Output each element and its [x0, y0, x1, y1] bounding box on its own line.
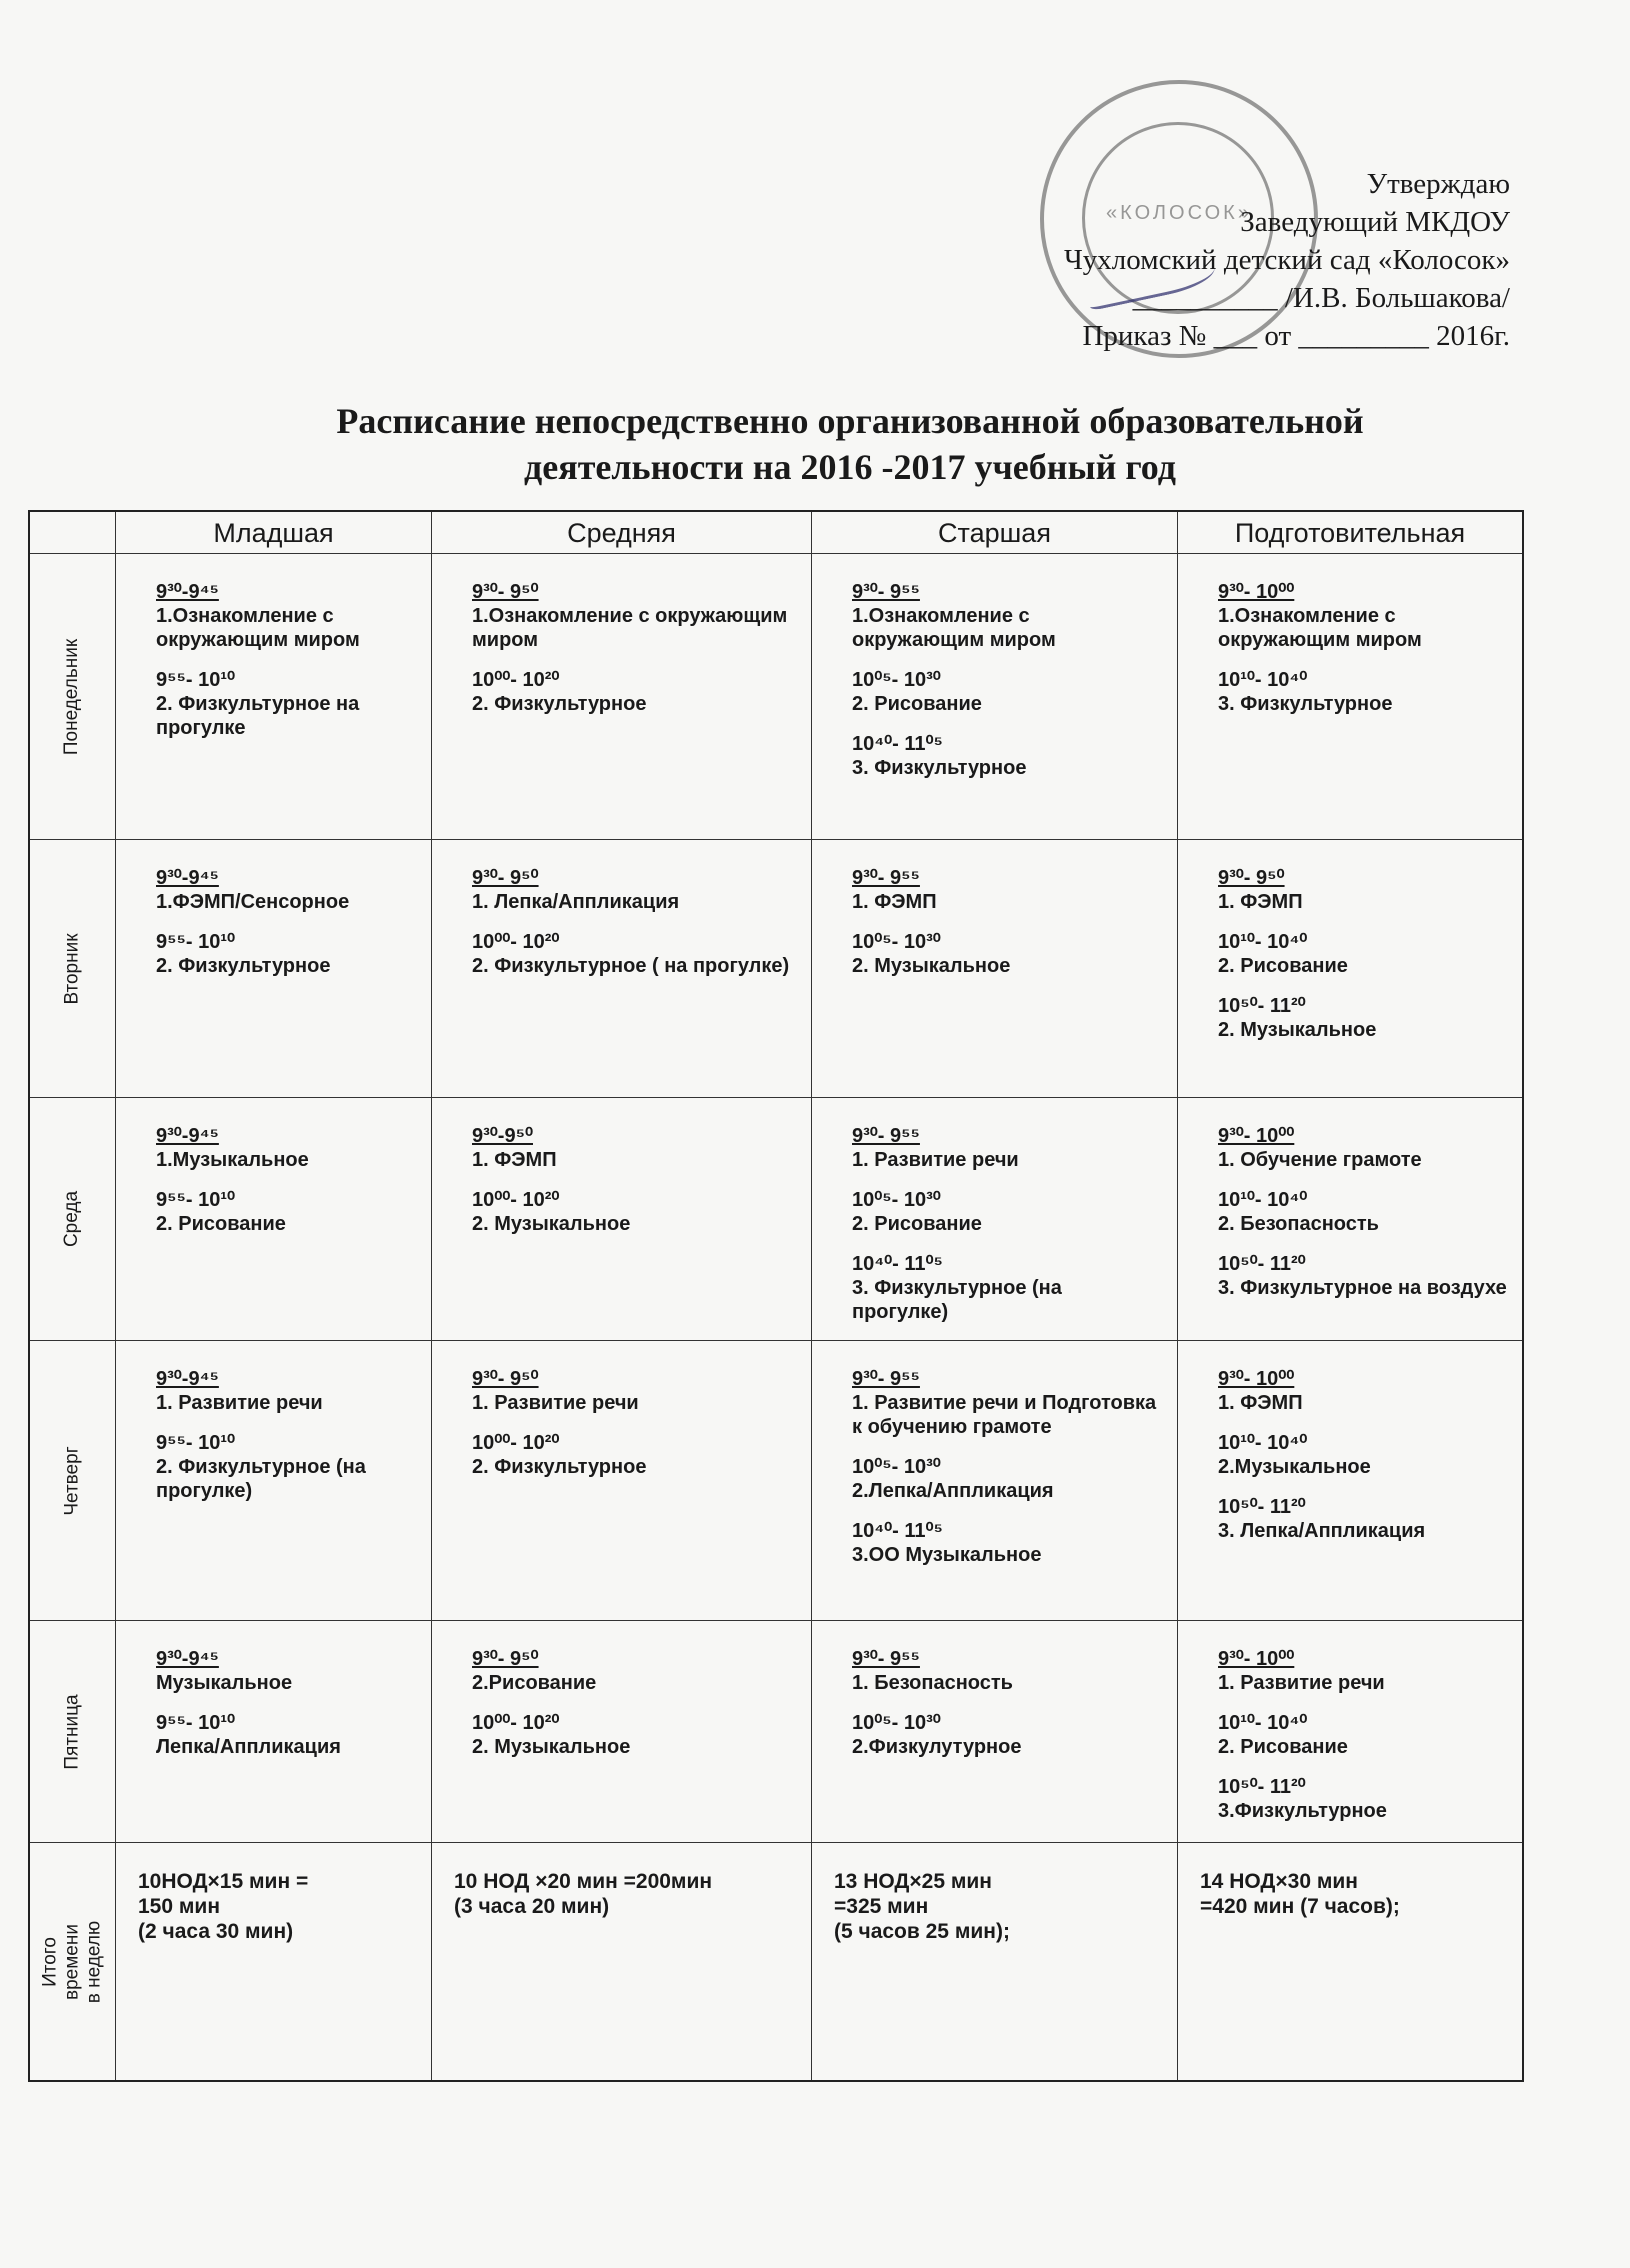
- approval-line: Утверждаю: [1366, 168, 1510, 200]
- schedule-cell: [432, 840, 812, 1098]
- activity-name: 1. ФЭМП: [1218, 1392, 1303, 1414]
- day-name: Понедельник: [61, 638, 83, 755]
- total-line: 14 НОД×30 мин: [1200, 1870, 1358, 1893]
- time-range: 9³⁰-9⁴⁵: [156, 1368, 219, 1390]
- day-label: [30, 1621, 116, 1843]
- time-range: 9³⁰- 10⁰⁰: [1218, 1648, 1295, 1670]
- total-line: (5 часов 25 мин);: [834, 1920, 1010, 1943]
- stamp-text: «КОЛОСОК»: [1106, 202, 1252, 224]
- total-cell: [812, 1843, 1178, 2080]
- time-range: 9³⁰- 9⁵⁵: [852, 1125, 920, 1147]
- activity-name: 2. Безопасность: [1218, 1213, 1379, 1235]
- activity-name: 1. Развитие речи: [1218, 1672, 1385, 1694]
- time-range: 10⁰⁵- 10³⁰: [852, 1456, 941, 1478]
- schedule-cell: [1178, 1621, 1522, 1843]
- activity-name: 1. Лепка/Аппликация: [472, 891, 680, 913]
- day-label: [30, 840, 116, 1098]
- activity-name: 2. Музыкальное: [852, 955, 1011, 977]
- day-name: Среда: [61, 1190, 83, 1248]
- time-range: 9³⁰- 9⁵⁰: [472, 581, 539, 603]
- schedule-cell: [432, 1341, 812, 1621]
- activity-name: 2. Физкультурное (на прогулке): [156, 1456, 366, 1502]
- activity-name: 1.Ознакомление с окружающим миром: [1218, 605, 1422, 651]
- schedule-cell: [1178, 1341, 1522, 1621]
- time-range: 9³⁰-9⁵⁰: [472, 1125, 533, 1147]
- time-range: 10⁴⁰- 11⁰⁵: [852, 1253, 943, 1275]
- activity-name: 2. Физкультурное: [472, 1456, 647, 1478]
- activity-name: 3. Лепка/Аппликация: [1218, 1520, 1426, 1542]
- time-range: 9³⁰-9⁴⁵: [156, 1648, 219, 1670]
- document-title: [250, 398, 1450, 490]
- time-range: 9³⁰- 10⁰⁰: [1218, 1368, 1295, 1390]
- schedule-cell: [812, 1341, 1178, 1621]
- activity-name: 2. Физкультурное ( на прогулке): [472, 955, 790, 977]
- total-cell: [116, 1843, 432, 2080]
- time-range: 9³⁰- 10⁰⁰: [1218, 581, 1295, 603]
- activity-name: 2. Физкультурное: [156, 955, 331, 977]
- activity-name: 1.Музыкальное: [156, 1149, 309, 1171]
- time-range: 9³⁰- 9⁵⁵: [852, 1368, 920, 1390]
- day-name: Пятница: [61, 1693, 83, 1770]
- activity-name: 1. ФЭМП: [852, 891, 937, 913]
- time-range: 9³⁰- 9⁵⁵: [852, 1648, 920, 1670]
- time-range: 10⁴⁰- 11⁰⁵: [852, 733, 943, 755]
- schedule-cell: [812, 1098, 1178, 1341]
- schedule-cell: [812, 840, 1178, 1098]
- activity-name: 2. Рисование: [852, 693, 982, 715]
- time-range: 9³⁰- 10⁰⁰: [1218, 1125, 1295, 1147]
- activity-name: 1. Безопасность: [852, 1672, 1013, 1694]
- time-range: 9⁵⁵- 10¹⁰: [156, 1712, 236, 1734]
- activity-name: 3.Физкультурное: [1218, 1800, 1387, 1822]
- time-range: 10¹⁰- 10⁴⁰: [1218, 1189, 1308, 1211]
- activity-name: 3. Физкультурное: [852, 757, 1027, 779]
- activity-name: Лепка/Аппликация: [156, 1736, 341, 1758]
- group-header: Младшая: [116, 512, 432, 554]
- day-label: [30, 1341, 116, 1621]
- time-range: 10¹⁰- 10⁴⁰: [1218, 931, 1308, 953]
- schedule-cell: [116, 840, 432, 1098]
- activity-name: 1.Ознакомление с окружающим миром: [852, 605, 1056, 651]
- time-range: 10¹⁰- 10⁴⁰: [1218, 669, 1308, 691]
- activity-name: 1.Ознакомление с окружающим миром: [472, 605, 788, 651]
- time-range: 10⁰⁰- 10²⁰: [472, 669, 560, 691]
- schedule-cell: [1178, 1098, 1522, 1341]
- activity-name: 2. Музыкальное: [1218, 1019, 1377, 1041]
- time-range: 9³⁰- 9⁵⁰: [472, 1368, 539, 1390]
- activity-name: 2.Лепка/Аппликация: [852, 1480, 1054, 1502]
- total-line: =325 мин: [834, 1895, 929, 1918]
- schedule-cell: [116, 554, 432, 840]
- total-line: 13 НОД×25 мин: [834, 1870, 992, 1893]
- activity-name: 2. Музыкальное: [472, 1736, 631, 1758]
- time-range: 10¹⁰- 10⁴⁰: [1218, 1712, 1308, 1734]
- title-line: деятельности на 2016 -2017 учебный год: [524, 447, 1176, 487]
- time-range: 10⁴⁰- 11⁰⁵: [852, 1520, 943, 1542]
- total-line: =420 мин (7 часов);: [1200, 1895, 1400, 1918]
- day-label: [30, 554, 116, 840]
- time-range: 10¹⁰- 10⁴⁰: [1218, 1432, 1308, 1454]
- time-range: 9³⁰- 9⁵⁰: [472, 867, 539, 889]
- time-range: 10⁵⁰- 11²⁰: [1218, 1253, 1306, 1275]
- schedule-cell: [1178, 840, 1522, 1098]
- schedule-cell: [432, 1098, 812, 1341]
- total-label-text: Итого времени в неделю: [39, 1920, 105, 2003]
- activity-name: 2.Физкулутурное: [852, 1736, 1022, 1758]
- activity-name: 2. Музыкальное: [472, 1213, 631, 1235]
- header-corner: [30, 512, 116, 554]
- time-range: 9³⁰- 9⁵⁵: [852, 581, 920, 603]
- activity-name: 3.ОО Музыкальное: [852, 1544, 1042, 1566]
- day-name: Четверг: [61, 1445, 83, 1516]
- activity-name: 2. Рисование: [156, 1213, 286, 1235]
- activity-name: 3. Физкультурное: [1218, 693, 1393, 715]
- approval-line: Приказ № ___ от _________ 2016г.: [1082, 320, 1510, 352]
- activity-name: 2.Рисование: [472, 1672, 597, 1694]
- total-line: 10НОД×15 мин =: [138, 1870, 309, 1893]
- approval-block: [990, 165, 1510, 355]
- time-range: 10⁰⁵- 10³⁰: [852, 1712, 941, 1734]
- activity-name: 2. Рисование: [1218, 1736, 1348, 1758]
- total-line: 10 НОД ×20 мин =200мин: [454, 1870, 713, 1893]
- time-range: 9³⁰- 9⁵⁵: [852, 867, 920, 889]
- activity-name: 1. ФЭМП: [472, 1149, 557, 1171]
- day-name: Вторник: [61, 932, 83, 1005]
- group-header: Подготовительная: [1178, 512, 1522, 554]
- activity-name: 2. Рисование: [852, 1213, 982, 1235]
- activity-name: 1. Развитие речи и Подготовка к обучению грамоте: [852, 1392, 1157, 1438]
- total-label: [30, 1843, 116, 2080]
- schedule-cell: [812, 554, 1178, 840]
- approval-line: __________ /И.В. Большакова/: [1132, 282, 1510, 314]
- activity-name: 1. Обучение грамоте: [1218, 1149, 1422, 1171]
- total-line: (3 часа 20 мин): [454, 1895, 610, 1918]
- approval-line: Чухломский детский сад «Колосок»: [1063, 244, 1510, 276]
- activity-name: 3. Физкультурное на воздухе: [1218, 1277, 1507, 1299]
- time-range: 10⁰⁰- 10²⁰: [472, 931, 560, 953]
- schedule-table: [28, 510, 1524, 2082]
- time-range: 10⁵⁰- 11²⁰: [1218, 1496, 1306, 1518]
- time-range: 10⁵⁰- 11²⁰: [1218, 1776, 1306, 1798]
- group-header: Старшая: [812, 512, 1178, 554]
- time-range: 10⁰⁵- 10³⁰: [852, 1189, 941, 1211]
- activity-name: 1. ФЭМП: [1218, 891, 1303, 913]
- time-range: 9⁵⁵- 10¹⁰: [156, 669, 236, 691]
- activity-name: 1. Развитие речи: [156, 1392, 323, 1414]
- activity-name: 2. Рисование: [1218, 955, 1348, 977]
- activity-name: 3. Физкультурное (на прогулке): [852, 1277, 1062, 1323]
- time-range: 9⁵⁵- 10¹⁰: [156, 931, 236, 953]
- title-line: Расписание непосредственно организованной образовательной: [336, 401, 1364, 441]
- approval-line: Заведующий МКДОУ: [1240, 206, 1510, 238]
- total-line: (2 часа 30 мин): [138, 1920, 294, 1943]
- activity-name: 1. Развитие речи: [852, 1149, 1019, 1171]
- schedule-cell: [812, 1621, 1178, 1843]
- activity-name: 1.Ознакомление с окружающим миром: [156, 605, 360, 651]
- activity-name: 2.Музыкальное: [1218, 1456, 1371, 1478]
- schedule-cell: [432, 1621, 812, 1843]
- day-label: [30, 1098, 116, 1341]
- time-range: 9³⁰-9⁴⁵: [156, 1125, 219, 1147]
- activity-name: 1. Развитие речи: [472, 1392, 639, 1414]
- time-range: 10⁰⁰- 10²⁰: [472, 1432, 560, 1454]
- time-range: 9⁵⁵- 10¹⁰: [156, 1189, 236, 1211]
- group-header: Средняя: [432, 512, 812, 554]
- time-range: 10⁰⁰- 10²⁰: [472, 1189, 560, 1211]
- activity-name: 1.ФЭМП/Сенсорное: [156, 891, 350, 913]
- total-line: 150 мин: [138, 1895, 221, 1918]
- total-cell: [1178, 1843, 1522, 2080]
- schedule-cell: [116, 1621, 432, 1843]
- schedule-cell: [1178, 554, 1522, 840]
- time-range: 9³⁰- 9⁵⁰: [472, 1648, 539, 1670]
- time-range: 10⁰⁰- 10²⁰: [472, 1712, 560, 1734]
- time-range: 10⁰⁵- 10³⁰: [852, 931, 941, 953]
- time-range: 9³⁰- 9⁵⁰: [1218, 867, 1285, 889]
- time-range: 9³⁰-9⁴⁵: [156, 867, 219, 889]
- time-range: 9⁵⁵- 10¹⁰: [156, 1432, 236, 1454]
- time-range: 10⁰⁵- 10³⁰: [852, 669, 941, 691]
- schedule-cell: [116, 1341, 432, 1621]
- time-range: 10⁵⁰- 11²⁰: [1218, 995, 1306, 1017]
- schedule-cell: [432, 554, 812, 840]
- activity-name: 2. Физкультурное на прогулке: [156, 693, 360, 739]
- total-cell: [432, 1843, 812, 2080]
- schedule-cell: [116, 1098, 432, 1341]
- activity-name: Музыкальное: [156, 1672, 293, 1694]
- activity-name: 2. Физкультурное: [472, 693, 647, 715]
- time-range: 9³⁰-9⁴⁵: [156, 581, 219, 603]
